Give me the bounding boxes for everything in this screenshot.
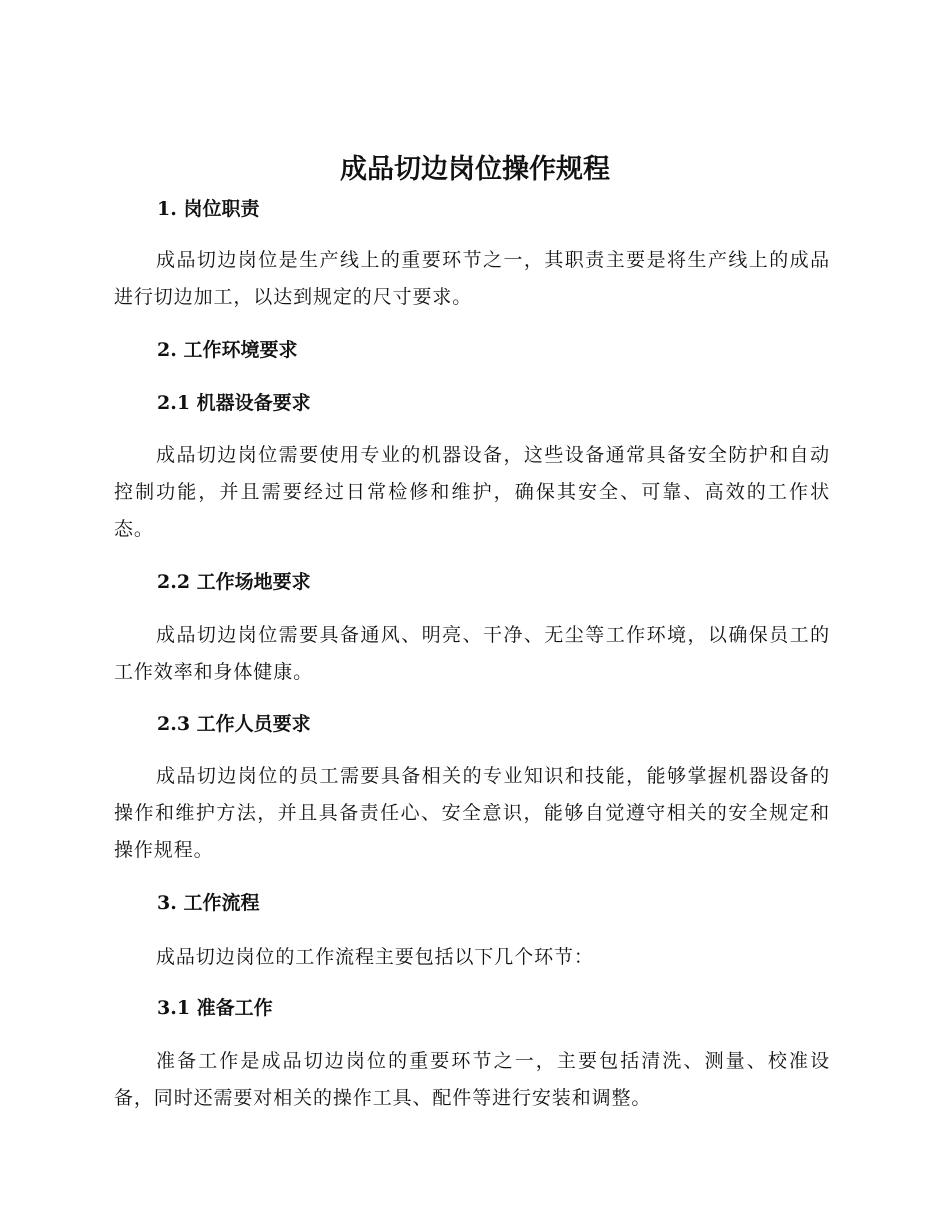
section-heading-3: 3. 工作流程 bbox=[157, 892, 260, 914]
section-heading-1: 1. 岗位职责 bbox=[157, 198, 260, 220]
section-heading-2-2: 2.2 工作场地要求 bbox=[157, 571, 311, 593]
section-heading-2: 2. 工作环境要求 bbox=[157, 339, 298, 361]
paragraph-2-1: 成品切边岗位需要使用专业的机器设备，这些设备通常具备安全防护和自动控制功能，并且需要经过日常检修和维护，确保其安全、可靠、高效的工作状态。 bbox=[114, 444, 830, 540]
section-heading-3-1: 3.1 准备工作 bbox=[157, 997, 273, 1019]
paragraph-3-1: 准备工作是成品切边岗位的重要环节之一，主要包括清洗、测量、校准设备，同时还需要对相关的操作工具、配件等进行安装和调整。 bbox=[114, 1050, 830, 1109]
section-heading-2-1: 2.1 机器设备要求 bbox=[157, 392, 311, 414]
paragraph-2-3: 成品切边岗位的员工需要具备相关的专业知识和技能，能够掌握机器设备的操作和维护方法，并且具备责任心、安全意识，能够自觉遵守相关的安全规定和操作规程。 bbox=[114, 765, 830, 861]
paragraph-2-2: 成品切边岗位需要具备通风、明亮、干净、无尘等工作环境，以确保员工的工作效率和身体健康。 bbox=[114, 624, 830, 683]
page-title: 成品切边岗位操作规程 bbox=[340, 154, 610, 185]
paragraph-3: 成品切边岗位的工作流程主要包括以下几个环节： bbox=[156, 946, 594, 968]
paragraph-1: 成品切边岗位是生产线上的重要环节之一，其职责主要是将生产线上的成品进行切边加工，以达到规定的尺寸要求。 bbox=[114, 249, 830, 308]
section-heading-2-3: 2.3 工作人员要求 bbox=[157, 713, 311, 735]
